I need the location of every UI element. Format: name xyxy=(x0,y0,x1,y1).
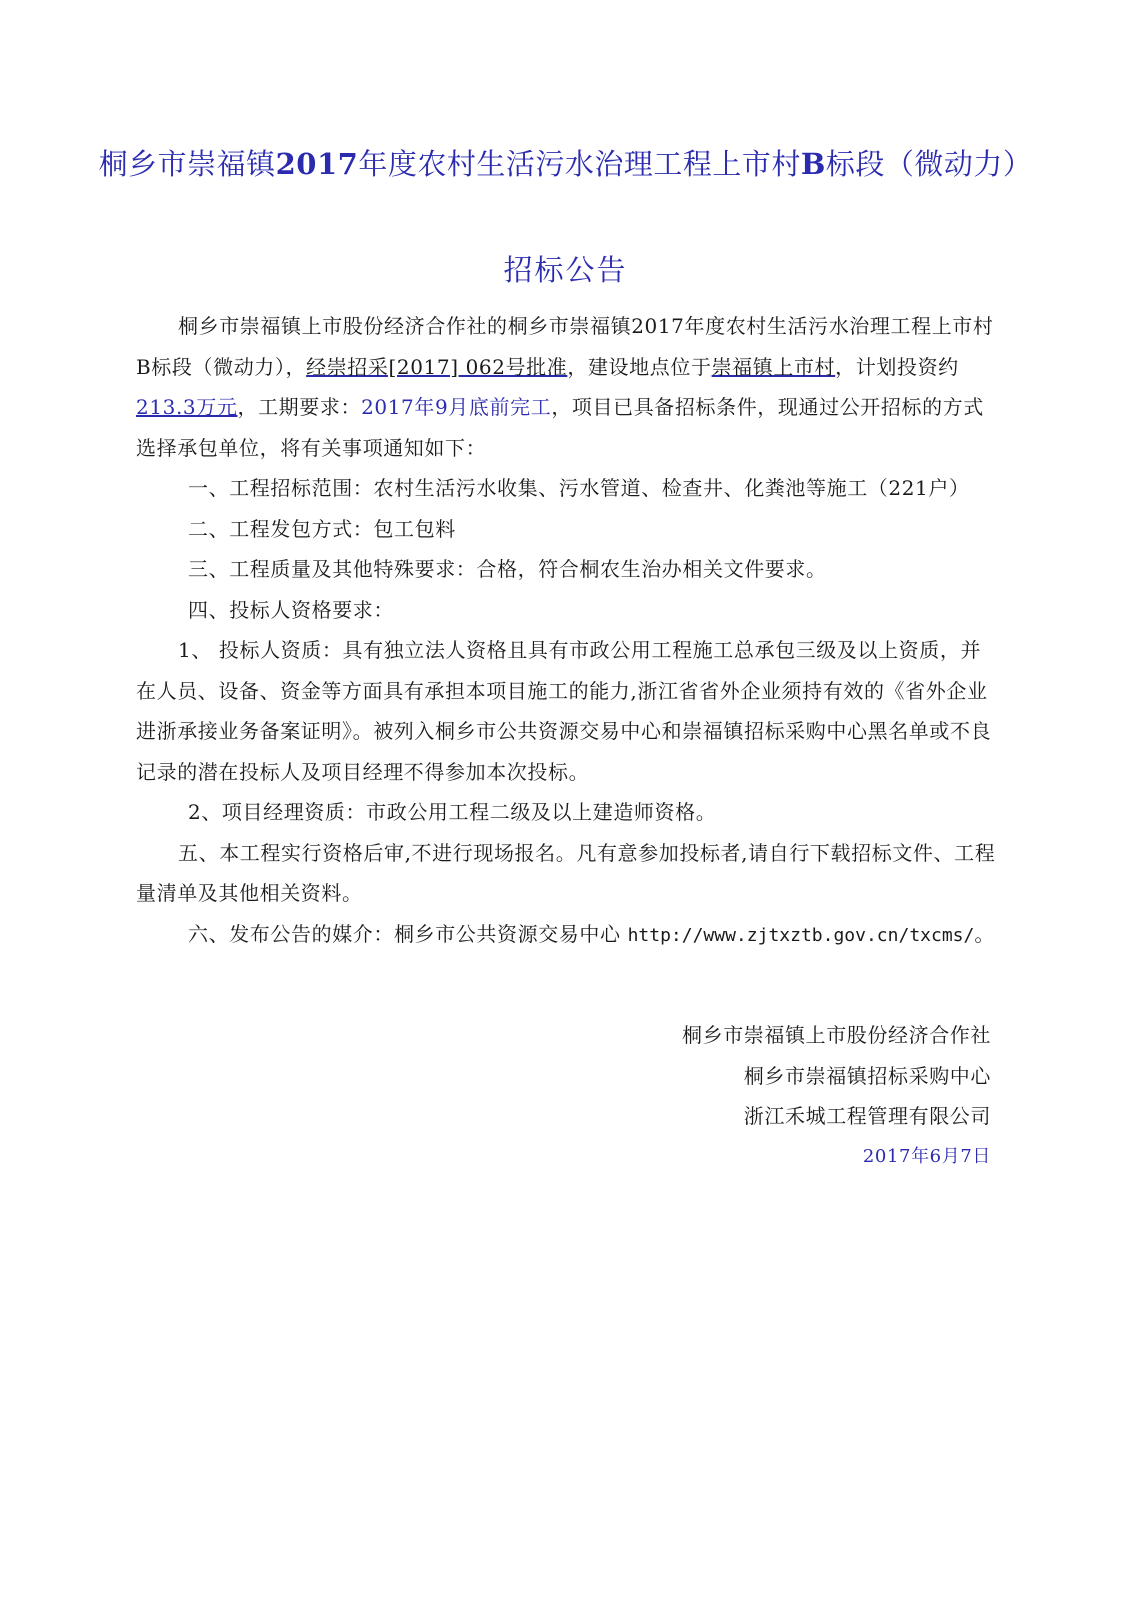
item-scope: 一、工程招标范围：农村生活污水收集、污水管道、检查井、化粪池等施工（221户） xyxy=(188,476,970,500)
signature-block xyxy=(682,1015,991,1177)
title-prefix: 桐乡市崇福镇 xyxy=(98,147,276,181)
intro-paragraph xyxy=(136,306,996,468)
construction-deadline: 2017年9月底前完工 xyxy=(361,395,552,419)
document-subtitle: 招标公告 xyxy=(503,253,628,287)
intro-text-2: ，建设地点位于 xyxy=(567,354,712,379)
media-url-link[interactable]: http://www.zjtxztb.gov.cn/txcms/ xyxy=(627,924,975,946)
intro-text-4: ，工期要求： xyxy=(237,395,362,419)
approval-number: 经崇招采[2017] 062号批准 xyxy=(306,354,568,379)
document-title xyxy=(0,142,1131,183)
bidder-qualification-label: 1、 投标人资质： xyxy=(178,638,343,662)
title-middle: 年度农村生活污水治理工程上市村 xyxy=(358,147,801,181)
project-location: 崇福镇上市村 xyxy=(711,354,836,379)
title-suffix: 标段（微动力） xyxy=(825,147,1033,181)
signature-org-1: 桐乡市崇福镇上市股份经济合作社 xyxy=(682,1023,991,1047)
signature-org-2: 桐乡市崇福镇招标采购中心 xyxy=(743,1063,991,1088)
investment-amount: 213.3万元 xyxy=(136,395,238,419)
intro-text-3: ，计划投资约 xyxy=(835,354,959,379)
item-bidder-qualification xyxy=(136,630,996,792)
signature-org-3: 浙江禾城工程管理有限公司 xyxy=(743,1104,991,1128)
signature-date: 2017年6月7日 xyxy=(862,1145,991,1167)
media-end: 。 xyxy=(974,921,995,946)
item-manager-qualification: 2、项目经理资质：市政公用工程二级及以上建造师资格。 xyxy=(188,800,717,824)
title-section-letter: B xyxy=(800,147,826,181)
item-qualification-heading: 四、投标人资格要求： xyxy=(188,597,394,622)
intro-text-5: ，项目已具备招标条件，现通过公开招标的方式选择承包单位，将有关事项通知如下： xyxy=(136,395,984,460)
title-year: 2017 xyxy=(275,147,359,181)
item-media xyxy=(136,914,996,957)
item-contract-mode: 二、工程发包方式：包工包料 xyxy=(188,516,456,541)
media-label: 六、发布公告的媒介：桐乡市公共资源交易中心 xyxy=(188,921,628,946)
intro-text-1: 桐乡市崇福镇上市股份经济合作社的桐乡市崇福镇2017年度农村生活污水治理工程上市村B标段（微动力）， xyxy=(136,314,994,379)
bidder-qualification-text: 具有独立法人资格且具有市政公用工程施工总承包三级及以上资质，并在人员、设备、资金等方面具有承担本项目施工的能力,浙江省省外企业须持有效的《省外企业进浙承接业务备案证明》。被列入桐乡市公共资源交易中心和崇福镇招标采购中心黑名单或不良记录的潜在投标人及项目经理不得参加本次投标。 xyxy=(136,638,992,784)
item-quality: 三、工程质量及其他特殊要求：合格，符合桐农生治办相关文件要求。 xyxy=(188,557,827,581)
item-review: 五、本工程实行资格后审,不进行现场报名。凡有意参加投标者,请自行下载招标文件、工程量清单及其他相关资料。 xyxy=(136,840,996,905)
announcement-body xyxy=(136,306,996,956)
